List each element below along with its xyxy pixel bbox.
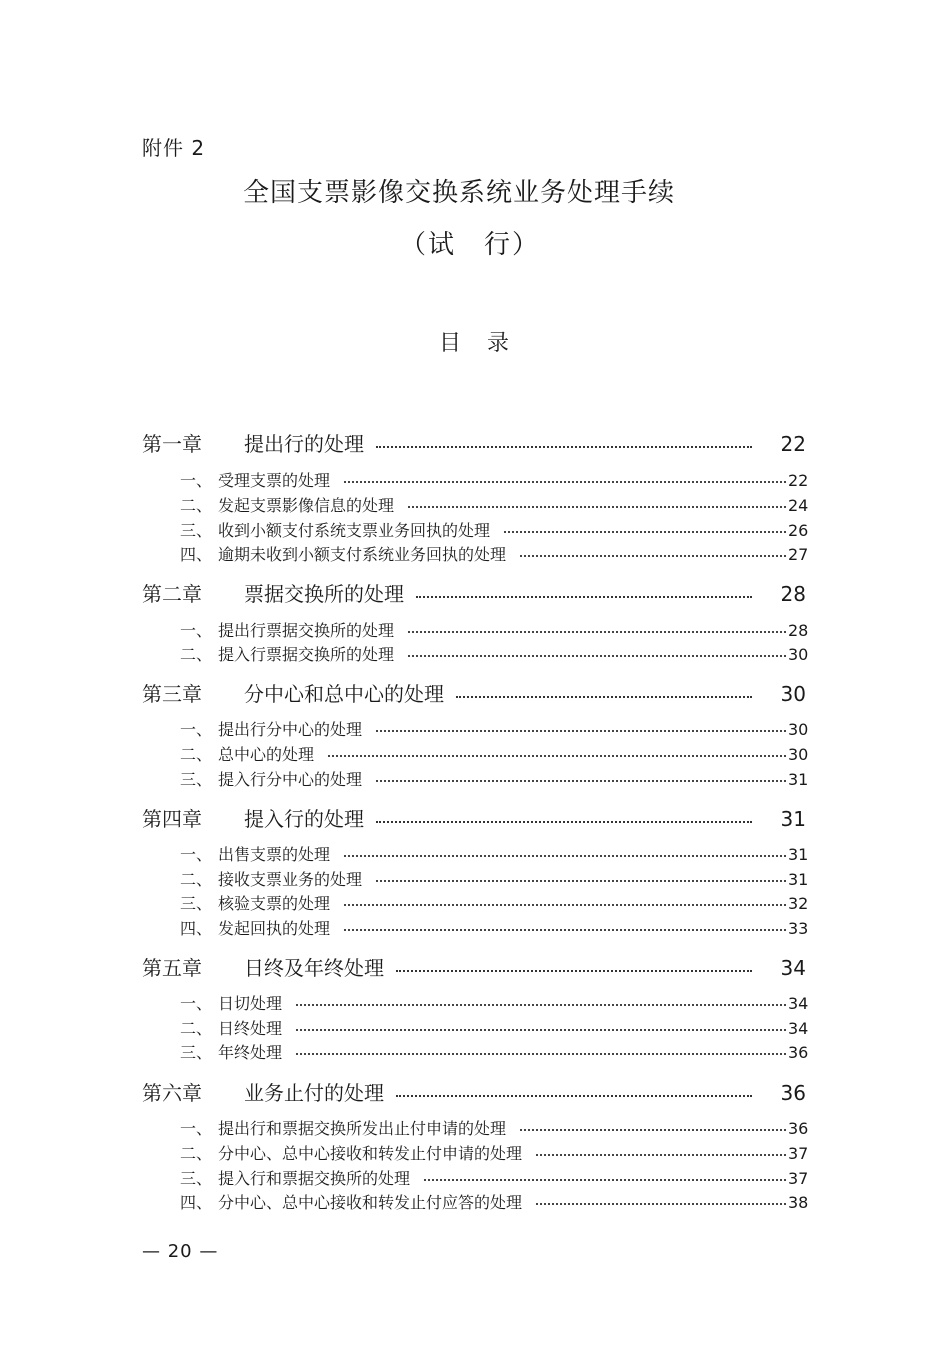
section-page: 24	[788, 496, 809, 515]
section-number: 二、	[180, 1019, 213, 1038]
section-title: 提出行票据交换所的处理	[218, 621, 395, 640]
dot-leader	[408, 506, 786, 508]
section-page: 30	[788, 645, 809, 664]
section-number: 二、	[180, 1144, 213, 1163]
toc-section[interactable]	[180, 717, 808, 740]
dot-leader	[344, 929, 786, 931]
section-number: 二、	[180, 745, 213, 764]
chapter-page: 34	[780, 956, 806, 980]
dot-leader	[520, 555, 786, 557]
section-page: 28	[788, 621, 809, 640]
section-number: 三、	[180, 770, 213, 789]
section-number: 四、	[180, 545, 213, 564]
chapter-page: 31	[780, 807, 806, 831]
section-page: 30	[788, 720, 809, 739]
toc-section[interactable]	[180, 1040, 808, 1063]
chapter-number: 第六章	[142, 1081, 202, 1105]
toc-chapter[interactable]	[142, 428, 806, 457]
section-page: 32	[788, 894, 809, 913]
section-number: 三、	[180, 521, 213, 540]
chapter-title: 业务止付的处理	[244, 1081, 384, 1105]
section-title: 收到小额支付系统支票业务回执的处理	[218, 521, 491, 540]
toc-chapter[interactable]	[142, 678, 806, 707]
section-title: 接收支票业务的处理	[218, 870, 363, 889]
toc-section[interactable]	[180, 742, 808, 765]
section-number: 三、	[180, 1043, 213, 1062]
section-title: 分中心、总中心接收和转发止付申请的处理	[218, 1144, 523, 1163]
toc-section[interactable]	[180, 642, 808, 665]
section-page: 27	[788, 545, 809, 564]
dot-leader	[376, 446, 752, 448]
section-title: 总中心的处理	[218, 745, 315, 764]
dot-leader	[296, 1004, 786, 1006]
dot-leader	[396, 1095, 752, 1097]
dot-leader	[296, 1029, 786, 1031]
chapter-title: 分中心和总中心的处理	[244, 682, 444, 706]
chapter-page: 30	[780, 682, 806, 706]
toc-section[interactable]	[180, 1016, 808, 1039]
section-number: 一、	[180, 845, 213, 864]
section-title: 提入行分中心的处理	[218, 770, 363, 789]
section-page: 34	[788, 1019, 809, 1038]
section-title: 逾期未收到小额支付系统业务回执的处理	[218, 545, 507, 564]
toc-section[interactable]	[180, 1166, 808, 1189]
toc-heading: 目 录	[438, 331, 511, 356]
section-number: 三、	[180, 1169, 213, 1188]
section-title: 核验支票的处理	[218, 894, 331, 913]
dot-leader	[344, 855, 786, 857]
toc-section[interactable]	[180, 618, 808, 641]
section-page: 22	[788, 471, 809, 490]
section-number: 一、	[180, 621, 213, 640]
toc-chapter[interactable]	[142, 1077, 806, 1106]
dot-leader	[504, 531, 786, 533]
dot-leader	[376, 821, 752, 823]
chapter-number: 第二章	[142, 582, 202, 606]
toc-section[interactable]	[180, 916, 808, 939]
section-page: 31	[788, 870, 809, 889]
toc-chapter[interactable]	[142, 803, 806, 832]
toc-section[interactable]	[180, 493, 808, 516]
page-number: — 20 —	[142, 1241, 219, 1262]
section-title: 年终处理	[218, 1043, 283, 1062]
dot-leader	[520, 1129, 786, 1131]
section-page: 34	[788, 994, 809, 1013]
section-title: 分中心、总中心接收和转发止付应答的处理	[218, 1193, 523, 1212]
section-number: 一、	[180, 471, 213, 490]
section-page: 37	[788, 1144, 809, 1163]
toc-section[interactable]	[180, 542, 808, 565]
section-title: 提出行和票据交换所发出止付申请的处理	[218, 1119, 507, 1138]
section-title: 日终处理	[218, 1019, 283, 1038]
section-page: 26	[788, 521, 809, 540]
section-number: 一、	[180, 1119, 213, 1138]
toc-section[interactable]	[180, 1116, 808, 1139]
chapter-number: 第一章	[142, 432, 202, 456]
toc-chapter[interactable]	[142, 578, 806, 607]
section-number: 一、	[180, 720, 213, 739]
chapter-number: 第三章	[142, 682, 202, 706]
toc-section[interactable]	[180, 991, 808, 1014]
chapter-page: 36	[780, 1081, 806, 1105]
dot-leader	[376, 730, 786, 732]
dot-leader	[344, 904, 786, 906]
chapter-number: 第五章	[142, 956, 202, 980]
section-page: 38	[788, 1193, 809, 1212]
dot-leader	[424, 1179, 786, 1181]
section-title: 提入行票据交换所的处理	[218, 645, 395, 664]
dot-leader	[376, 780, 786, 782]
dot-leader	[408, 631, 786, 633]
section-title: 提出行分中心的处理	[218, 720, 363, 739]
section-number: 三、	[180, 894, 213, 913]
chapter-page: 22	[780, 432, 806, 456]
section-page: 33	[788, 919, 809, 938]
dot-leader	[408, 655, 786, 657]
dot-leader	[416, 596, 752, 598]
toc-section[interactable]	[180, 518, 808, 541]
dot-leader	[344, 481, 786, 483]
toc-section[interactable]	[180, 867, 808, 890]
section-title: 出售支票的处理	[218, 845, 331, 864]
section-title: 提入行和票据交换所的处理	[218, 1169, 411, 1188]
dot-leader	[536, 1154, 786, 1156]
section-number: 四、	[180, 1193, 213, 1212]
section-page: 36	[788, 1043, 809, 1062]
chapter-title: 提入行的处理	[244, 807, 364, 831]
section-page: 31	[788, 845, 809, 864]
chapter-title: 提出行的处理	[244, 432, 364, 456]
section-page: 30	[788, 745, 809, 764]
section-page: 31	[788, 770, 809, 789]
dot-leader	[296, 1053, 786, 1055]
dot-leader	[536, 1203, 786, 1205]
section-number: 二、	[180, 870, 213, 889]
attachment-label: 附件 2	[142, 136, 206, 160]
section-number: 一、	[180, 994, 213, 1013]
section-title: 发起支票影像信息的处理	[218, 496, 395, 515]
dot-leader	[328, 755, 786, 757]
dot-leader	[456, 696, 752, 698]
toc-section[interactable]	[180, 1190, 808, 1213]
toc-chapter[interactable]	[142, 952, 806, 981]
section-number: 二、	[180, 496, 213, 515]
toc-section[interactable]	[180, 767, 808, 790]
toc-section[interactable]	[180, 1141, 808, 1164]
toc-section[interactable]	[180, 468, 808, 491]
chapter-page: 28	[780, 582, 806, 606]
section-title: 受理支票的处理	[218, 471, 331, 490]
dot-leader	[396, 970, 752, 972]
section-number: 四、	[180, 919, 213, 938]
chapter-title: 票据交换所的处理	[244, 582, 404, 606]
chapter-number: 第四章	[142, 807, 202, 831]
section-page: 36	[788, 1119, 809, 1138]
section-title: 发起回执的处理	[218, 919, 331, 938]
document-title: 全国支票影像交换系统业务处理手续	[242, 178, 675, 208]
section-number: 二、	[180, 645, 213, 664]
toc-section[interactable]	[180, 842, 808, 865]
section-title: 日切处理	[218, 994, 283, 1013]
toc-section[interactable]	[180, 891, 808, 914]
dot-leader	[376, 880, 786, 882]
chapter-title: 日终及年终处理	[244, 956, 384, 980]
document-subtitle: （试 行）	[399, 230, 540, 260]
section-page: 37	[788, 1169, 809, 1188]
